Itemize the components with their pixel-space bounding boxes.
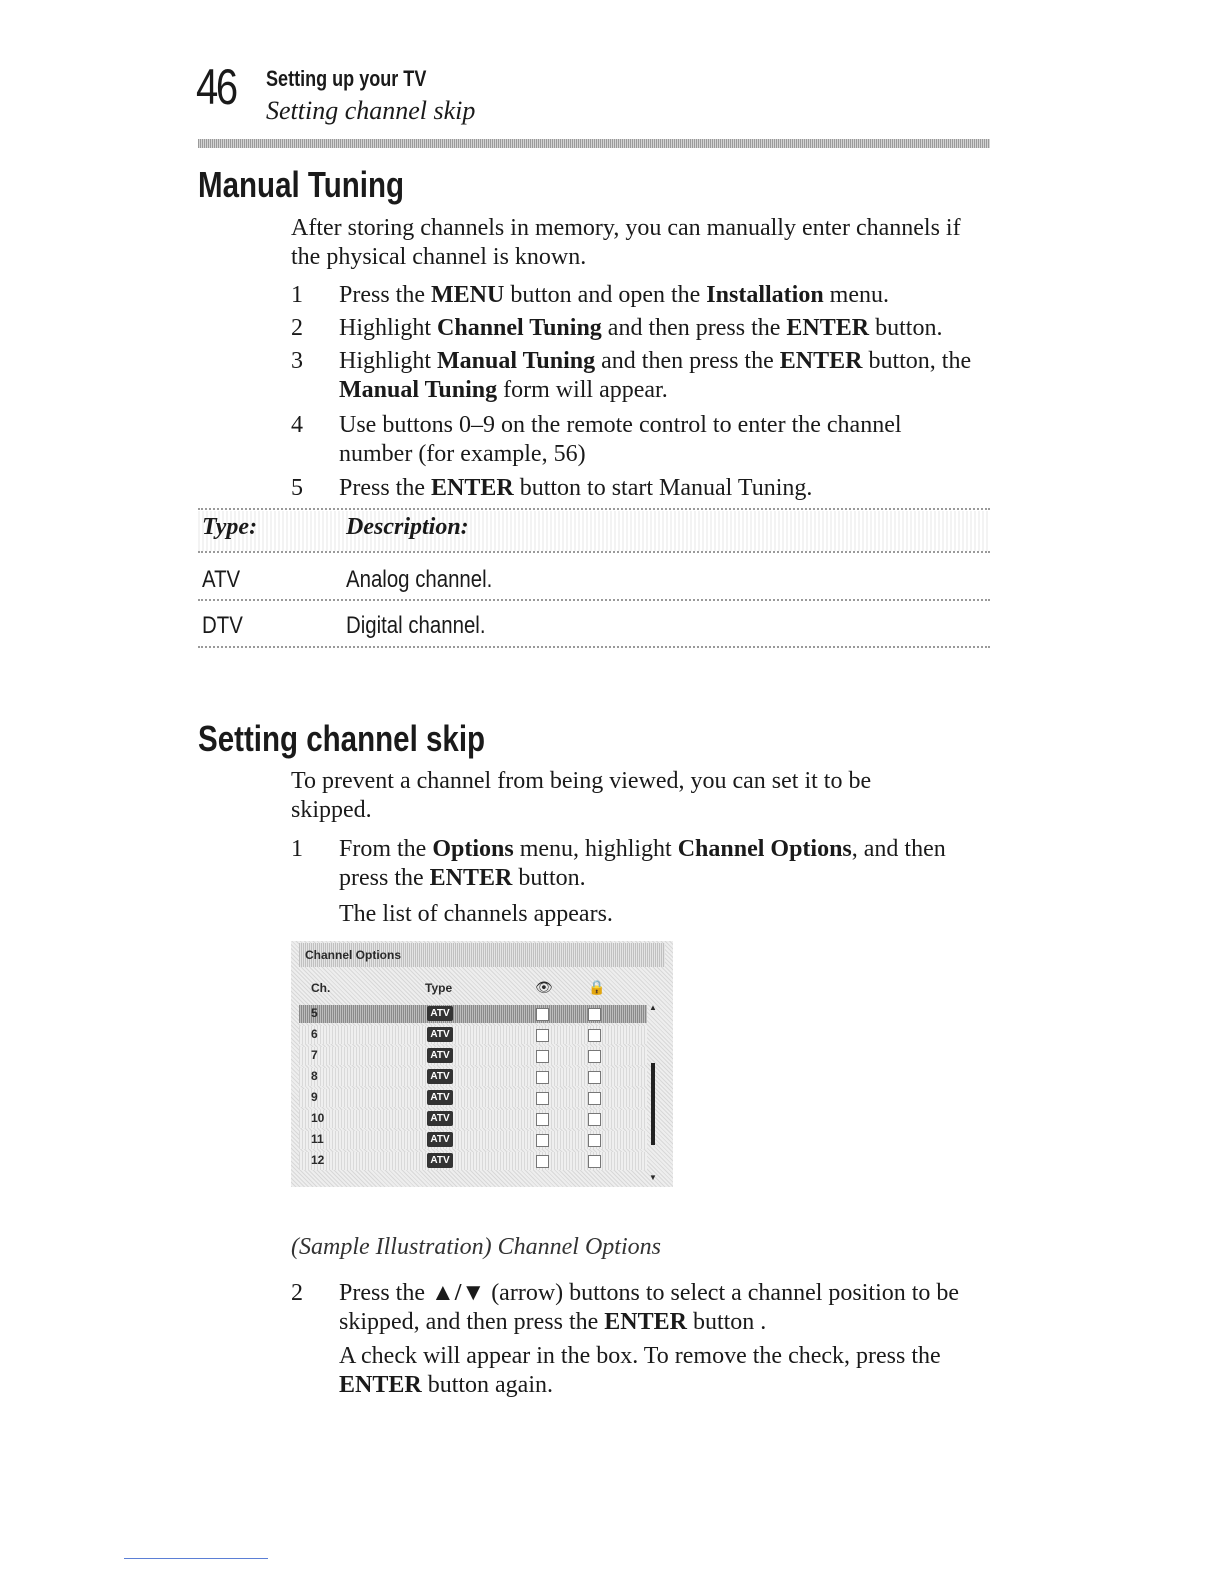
table-header-row: [198, 511, 990, 551]
atv-badge: ATV: [427, 1027, 453, 1042]
step-text: Use buttons 0–9 on the remote control to enter the channel number (for example, 56): [339, 412, 902, 467]
osd-channel-number: 12: [311, 1153, 325, 1167]
figure-caption: (Sample Illustration) Channel Options: [291, 1234, 661, 1260]
osd-channel-number: 8: [311, 1069, 318, 1083]
table-rule: [198, 646, 990, 648]
lock-checkbox[interactable]: [588, 1050, 601, 1063]
osd-channel-row[interactable]: [299, 1110, 647, 1128]
osd-column-type: Type: [425, 981, 453, 995]
skip-checkbox[interactable]: [536, 1071, 549, 1084]
lock-checkbox[interactable]: [588, 1029, 601, 1042]
step-text: Press the ▲/▼ (arrow) buttons to select a channel position to be skipped, and then press the ENTER button .: [339, 1280, 960, 1335]
table-rule: [198, 599, 990, 601]
atv-badge: ATV: [427, 1090, 453, 1105]
osd-channel-number: 10: [311, 1111, 325, 1125]
step-text: Highlight Channel Tuning and then press the ENTER button.: [339, 315, 943, 341]
skip-checkbox[interactable]: [536, 1155, 549, 1168]
step-number: 1: [291, 836, 303, 862]
chapter-title: Setting up your TV: [266, 66, 427, 91]
table-rule: [198, 551, 990, 553]
table-cell-type: ATV: [202, 566, 241, 593]
osd-channel-row[interactable]: [299, 1089, 647, 1107]
lock-checkbox[interactable]: [588, 1092, 601, 1105]
step-text: From the Options menu, highlight Channel Options, and then press the ENTER button.: [339, 836, 946, 891]
table-header-type: Type:: [202, 514, 258, 540]
step-number: 1: [291, 282, 303, 308]
step-note: The list of channels appears.: [339, 901, 613, 927]
scroll-down-icon[interactable]: ▼: [649, 1173, 657, 1182]
osd-channel-row[interactable]: [299, 1068, 647, 1086]
osd-channel-number: 7: [311, 1048, 318, 1062]
atv-badge: ATV: [427, 1006, 453, 1021]
eye-slash-icon: 👁: [535, 979, 553, 995]
manual-tuning-intro: After storing channels in memory, you can manually enter channels if the physical channel is known.: [291, 215, 961, 270]
table-cell-description: Digital channel.: [346, 612, 486, 639]
atv-badge: ATV: [427, 1153, 453, 1168]
footer-rule: [124, 1558, 268, 1559]
step-number: 2: [291, 1280, 303, 1306]
step-number: 2: [291, 315, 303, 341]
lock-checkbox[interactable]: [588, 1113, 601, 1126]
step-text: Press the MENU button and open the Installation menu.: [339, 282, 889, 308]
scroll-thumb[interactable]: [651, 1063, 655, 1145]
atv-badge: ATV: [427, 1048, 453, 1063]
osd-channel-row[interactable]: [299, 1152, 647, 1170]
skip-checkbox[interactable]: [536, 1029, 549, 1042]
table-cell-description: Analog channel.: [346, 566, 493, 593]
table-rule: [198, 508, 990, 510]
step-number: 4: [291, 412, 303, 438]
osd-channel-number: 6: [311, 1027, 318, 1041]
lock-checkbox[interactable]: [588, 1155, 601, 1168]
section-subtitle: Setting channel skip: [266, 96, 476, 125]
osd-title: Channel Options: [299, 943, 665, 967]
table-cell-type: DTV: [202, 612, 243, 639]
lock-checkbox[interactable]: [588, 1008, 601, 1021]
channel-skip-heading: Setting channel skip: [198, 718, 486, 759]
skip-checkbox[interactable]: [536, 1113, 549, 1126]
lock-checkbox[interactable]: [588, 1071, 601, 1084]
manual-tuning-heading: Manual Tuning: [198, 164, 405, 205]
atv-badge: ATV: [427, 1111, 453, 1126]
osd-scrollbar[interactable]: [651, 1003, 655, 1181]
osd-column-ch: Ch.: [311, 981, 331, 995]
step-number: 3: [291, 348, 303, 374]
lock-icon: 🔒: [588, 979, 606, 995]
step-number: 5: [291, 475, 303, 501]
skip-checkbox[interactable]: [536, 1008, 549, 1021]
scroll-up-icon[interactable]: ▲: [649, 1003, 657, 1012]
header-rule: [198, 139, 990, 148]
osd-channel-number: 11: [311, 1132, 324, 1146]
skip-checkbox[interactable]: [536, 1092, 549, 1105]
osd-channel-row[interactable]: [299, 1131, 647, 1149]
atv-badge: ATV: [427, 1132, 453, 1147]
osd-channel-number: 5: [311, 1006, 318, 1020]
step-note: A check will appear in the box. To remove the check, press the ENTER button again.: [339, 1343, 941, 1398]
atv-badge: ATV: [427, 1069, 453, 1084]
channel-options-screenshot: [291, 941, 673, 1187]
step-text: Highlight Manual Tuning and then press the ENTER button, the Manual Tuning form will appear.: [339, 348, 972, 403]
skip-checkbox[interactable]: [536, 1134, 549, 1147]
table-header-description: Description:: [346, 514, 469, 540]
osd-channel-row[interactable]: [299, 1047, 647, 1065]
step-text: Press the ENTER button to start Manual Tuning.: [339, 475, 813, 501]
page-number: 46: [196, 59, 236, 115]
osd-channel-number: 9: [311, 1090, 318, 1104]
skip-checkbox[interactable]: [536, 1050, 549, 1063]
osd-channel-row[interactable]: [299, 1005, 647, 1023]
osd-channel-row[interactable]: [299, 1026, 647, 1044]
channel-skip-intro: To prevent a channel from being viewed, you can set it to be skipped.: [291, 768, 872, 823]
lock-checkbox[interactable]: [588, 1134, 601, 1147]
